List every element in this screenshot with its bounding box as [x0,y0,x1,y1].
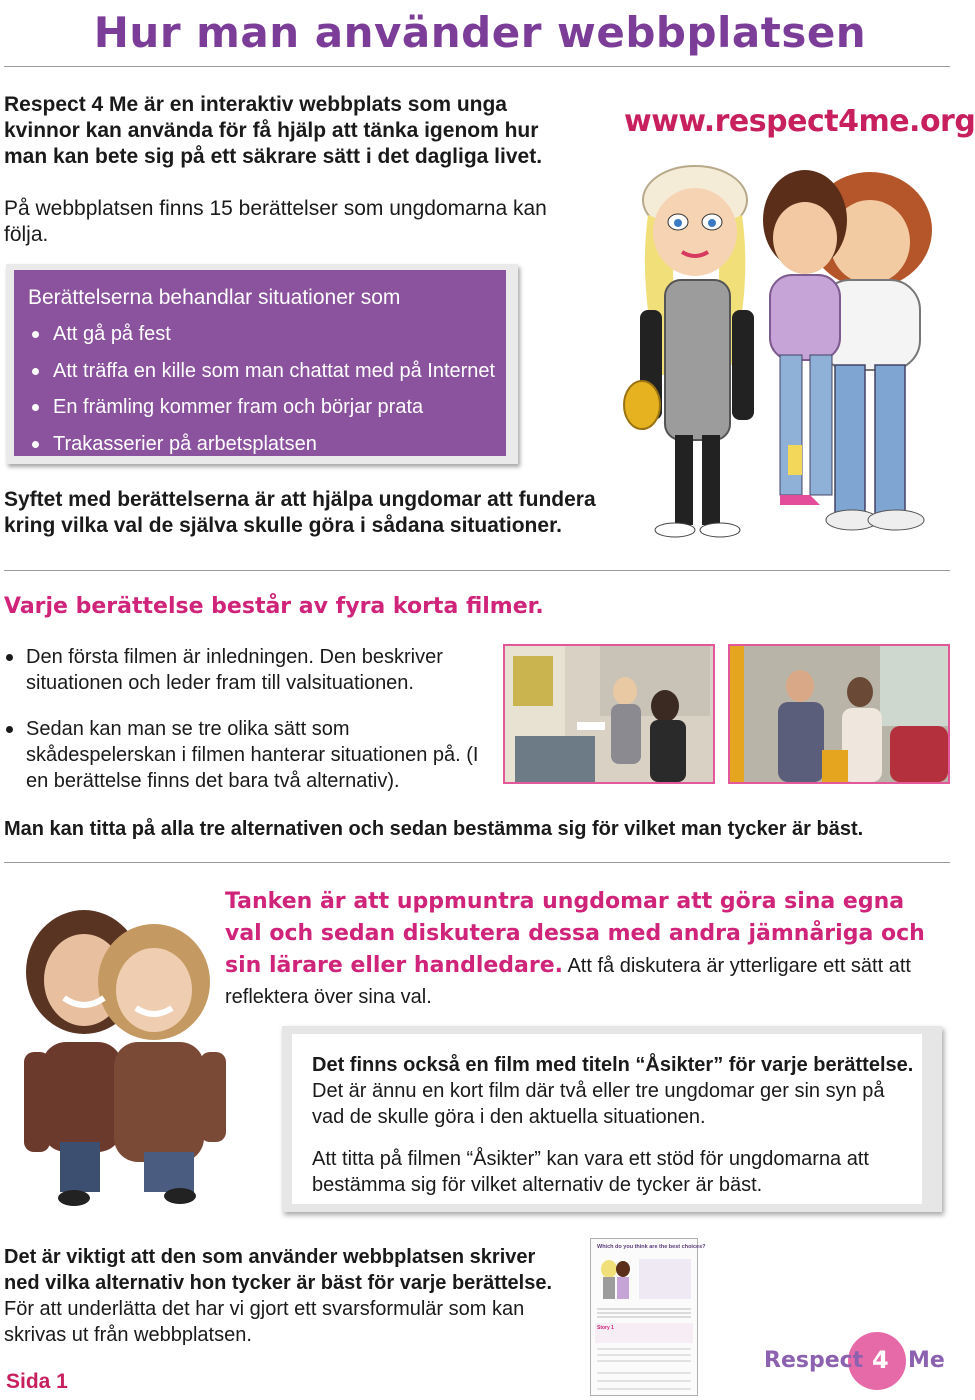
situations-box [6,264,518,464]
logo-number: 4 [872,1346,889,1374]
divider [4,862,950,863]
logo-text-right: Me [908,1348,945,1373]
watch-all-text: Man kan titta på alla tre alternativen och sedan bestämma sig för vilket man tycker är bäst. [4,818,864,840]
girls-photo [4,902,250,1208]
encourage-lead: Tanken är att uppmuntra ungdomar att göra sina egna val och sedan diskutera dessa med andra jämnåriga och sin lärare eller handledare. [225,889,925,978]
answer-form-thumbnail [590,1238,706,1396]
encourage-rest: Att få diskutera är ytterligare ett sätt att reflektera över sina val. [225,955,911,1008]
form-thumb-title: Which do you think are the best choices? [597,1244,706,1250]
film-still-bus [728,644,950,784]
stories-count-text: På webbplatsen finns 15 berättelser som ungdomarna kan följa. [4,197,547,246]
divider [4,570,950,571]
film-still-bus-image [730,646,948,782]
important-bold: Det är viktigt att den som använder webbplatsen skriver ned vilka alternativ hon tycker är bäst för varje berättelse. [4,1246,553,1294]
divider [4,66,950,67]
website-url[interactable]: www.respect4me.org [624,104,975,139]
form-thumb-story: Story 1 [597,1325,614,1331]
list-item: Att gå på fest [28,316,495,353]
list-item: Den första filmen är inledningen. Den beskriver situationen och leder fram till valsituationen. [4,644,504,696]
purpose-text: Syftet med berättelserna är att hjälpa ungdomar att fundera kring vilka val de själva skulle göra i sådana situationer. [4,488,596,537]
opinions-paragraph-1 [312,1052,918,1130]
opinions-bold: Det finns också en film med titeln “Åsikter” för varje berättelse. [312,1054,914,1076]
film-still-office [503,644,715,784]
opinions-paragraph-2: Att titta på filmen “Åsikter” kan vara ett stöd för ungdomarna att bestämma sig för vilket alternativ de tycker är bäst. [312,1148,869,1196]
list-item: Sedan kan man se tre olika sätt som skådespelerskan i filmen hanterar situationen på. (I en berättelse finns det bara två alternativ). [4,716,504,794]
films-list [4,644,504,814]
film-still-office-image [505,646,713,782]
situations-list [28,316,495,462]
important-text [4,1244,564,1348]
situations-panel [14,270,506,456]
opinions-rest: Det är ännu en kort film där två eller tre ungdomar ger sin syn på vad de skulle göra i den aktuella situationen. [312,1080,885,1128]
opinions-panel [292,1034,922,1204]
films-heading: Varje berättelse består av fyra korta filmer. [4,594,544,619]
encourage-text [225,886,925,1013]
intro-text: Respect 4 Me är en interaktiv webbplats som unga kvinnor kan använda för få hjälp att tänka igenom hur man kan bete sig på ett säkrare sätt i det dagliga livet. [4,93,543,168]
list-item: Trakasserier på arbetsplatsen [28,426,495,463]
cartoon-girls-illustration [620,160,960,560]
page-number: Sida 1 [6,1370,68,1393]
list-item: En främling kommer fram och börjar prata [28,389,495,426]
page-title: Hur man använder webbplatsen [93,8,867,57]
opinions-box [282,1026,942,1212]
list-item: Att träffa en kille som man chattat med på Internet [28,353,495,390]
logo-text-left: Respect [764,1348,864,1373]
form-thumb-image [591,1239,706,1395]
respect4me-logo [764,1328,954,1392]
important-rest: För att underlätta det har vi gjort ett svarsformulär som kan skrivas ut från webbplatsen. [4,1298,525,1346]
situations-heading: Berättelserna behandlar situationer som [28,286,401,309]
